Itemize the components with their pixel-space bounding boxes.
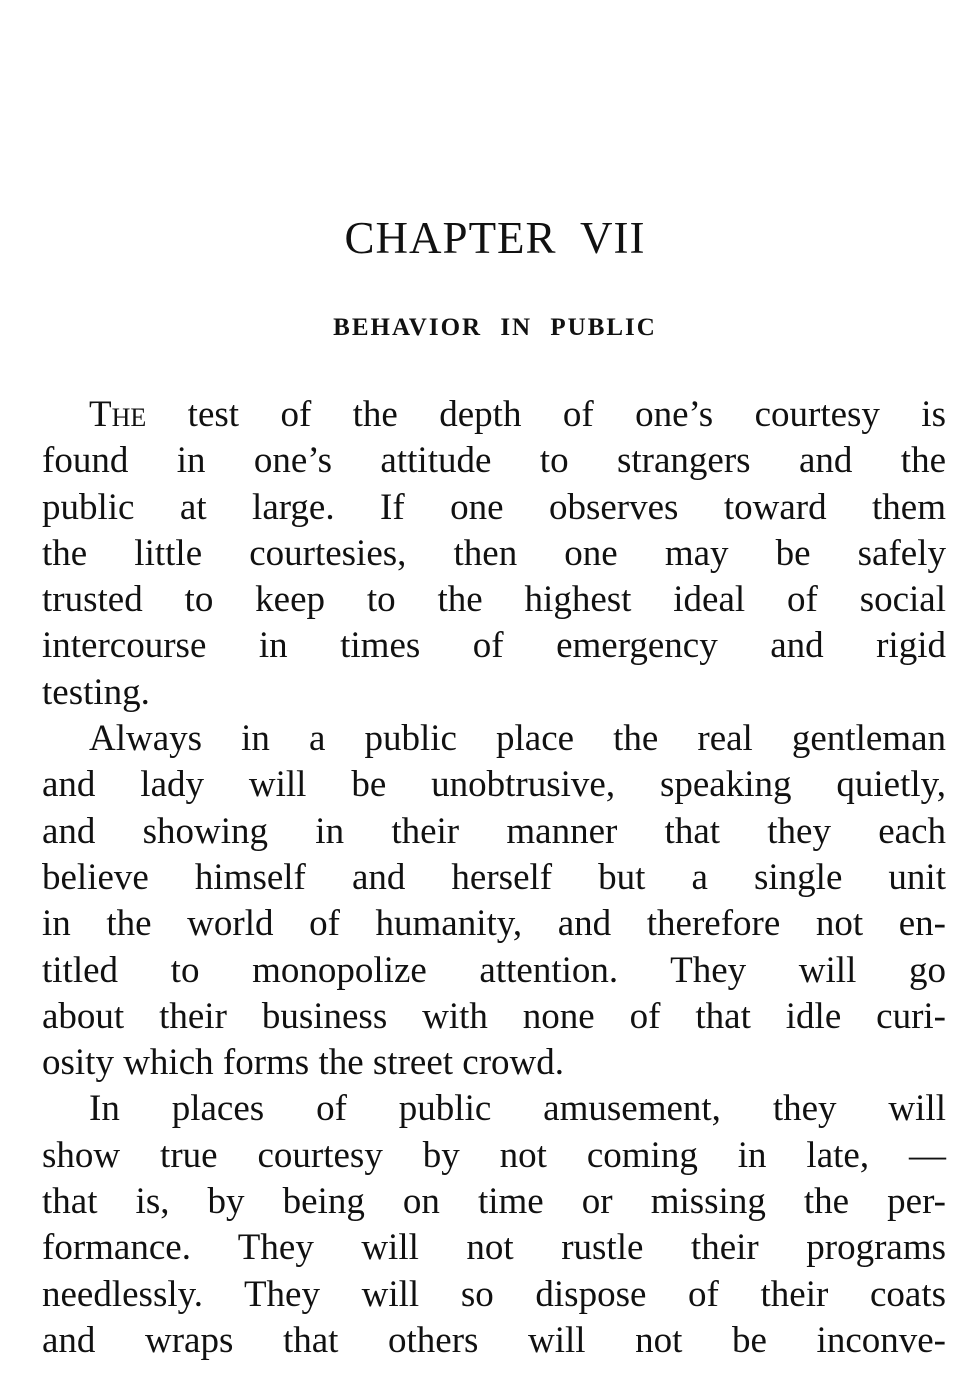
- text-line: believe himself and herself but a single unit: [42, 856, 946, 898]
- body-text: [42, 392, 946, 1364]
- text-line: formance. They will not rustle their programs: [42, 1227, 946, 1269]
- paragraph: [42, 1086, 946, 1364]
- text-line: in the world of humanity, and therefore not en-: [42, 903, 946, 945]
- text-line: about their business with none of that idle curi-: [42, 995, 946, 1037]
- chapter-title: CHAPTER VII: [344, 213, 646, 263]
- text-line-content: test of the depth of one’s courtesy is: [146, 394, 946, 435]
- text-line: In places of public amusement, they will: [89, 1088, 946, 1130]
- text-line: and wraps that others will not be inconve-: [42, 1319, 946, 1361]
- text-line: that is, by being on time or missing the per-: [42, 1181, 946, 1223]
- text-line: testing.: [42, 671, 150, 713]
- chapter-subtitle: BEHAVIOR IN PUBLIC: [333, 314, 657, 341]
- paragraph: [42, 716, 946, 1086]
- text-line: osity which forms the street crowd.: [42, 1042, 564, 1084]
- text-line: found in one’s attitude to strangers and the: [42, 440, 946, 482]
- text-line: intercourse in times of emergency and rigid: [42, 625, 946, 667]
- text-line: and lady will be unobtrusive, speaking quietly,: [42, 764, 946, 806]
- text-line: titled to monopolize attention. They will go: [42, 949, 946, 991]
- text-line: show true courtesy by not coming in late, —: [42, 1134, 946, 1176]
- text-line: [42, 392, 946, 438]
- lead-word: The: [89, 394, 147, 435]
- text-line: Always in a public place the real gentleman: [89, 718, 946, 760]
- text-line: public at large. If one observes toward them: [42, 486, 946, 528]
- text-line: trusted to keep to the highest ideal of social: [42, 579, 946, 621]
- text-line: and showing in their manner that they each: [42, 810, 946, 852]
- paragraph: [42, 392, 946, 716]
- text-line: needlessly. They will so dispose of their coats: [42, 1273, 946, 1315]
- text-line: the little courtesies, then one may be safely: [42, 532, 946, 574]
